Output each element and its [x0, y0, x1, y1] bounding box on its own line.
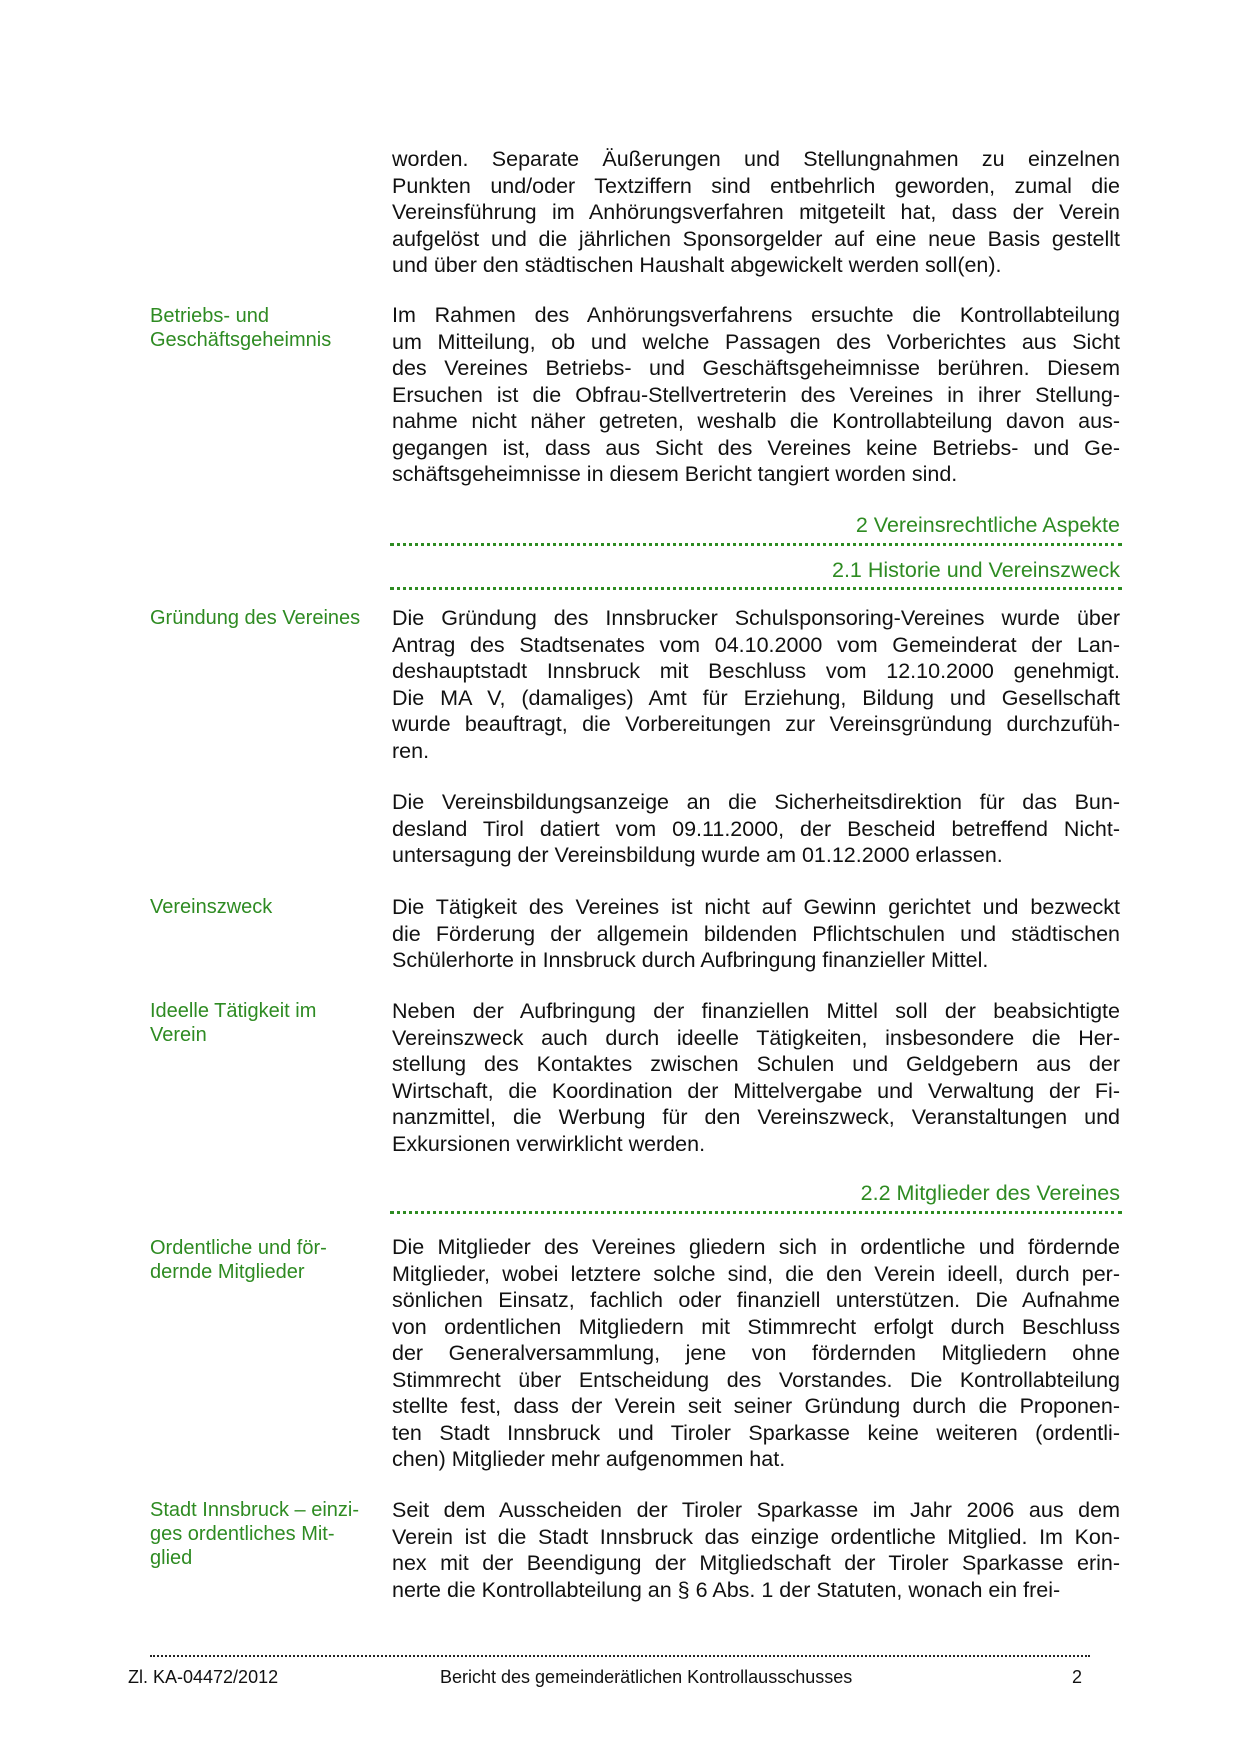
- text-line: schäftsgeheimnisse in diesem Bericht tangiert worden sind.: [392, 462, 958, 486]
- text-line: untersagung der Vereinsbildung wurde am 01.12.2000 erlassen.: [392, 843, 1003, 867]
- label-line: Geschäftsgeheimnis: [150, 329, 332, 351]
- text-line: stellte fest, dass der Verein seit seiner Gründung durch die Proponen-: [392, 1394, 1120, 1418]
- paragraph-gruendung: [392, 605, 1120, 764]
- text-line: nex mit der Beendigung der Mitgliedschaft der Tiroler Sparkasse erin-: [392, 1551, 1120, 1575]
- label-line: Gründung des Vereines: [150, 607, 361, 629]
- text-line: wurde beauftragt, die Vorbereitungen zur Vereinsgründung durchzufüh-: [392, 712, 1120, 736]
- paragraph-continuation: [392, 146, 1120, 279]
- text-line: Exkursionen verwirklicht werden.: [392, 1131, 706, 1156]
- text-line: des Vereines Betriebs- und Geschäftsgeheimnisse berühren. Diesem: [392, 356, 1120, 380]
- text-line: stellung des Kontaktes zwischen Schulen und Geldgebern aus der: [392, 1052, 1120, 1076]
- text-line: Verein ist die Stadt Innsbruck das einzige ordentliche Mitglied. Im Kon-: [392, 1524, 1120, 1549]
- text-line: Neben der Aufbringung der finanziellen Mittel soll der beabsichtigte: [392, 999, 1120, 1023]
- text-line: Seit dem Ausscheiden der Tiroler Sparkasse im Jahr 2006 aus dem: [392, 1498, 1120, 1522]
- text-line: Ersuchen ist die Obfrau-Stellvertreterin des Vereines in ihrer Stellung-: [392, 382, 1120, 407]
- text-line: Schülerhorte in Innsbruck durch Aufbringung finanzieller Mittel.: [392, 948, 989, 972]
- section-heading-historie: 2.1 Historie und Vereinszweck: [831, 558, 1120, 582]
- text-line: Wirtschaft, die Koordination der Mittelvergabe und Verwaltung der Fi-: [392, 1078, 1120, 1103]
- text-line: nerte die Kontrollabteilung an § 6 Abs. 1 der Statuten, wonach ein frei-: [392, 1577, 1061, 1602]
- paragraph-ideelle-taetigkeit: [392, 998, 1120, 1157]
- text-line: ten Stadt Innsbruck und Tiroler Sparkasse keine weiteren (ordentli-: [392, 1420, 1120, 1445]
- margin-label-vereinszweck: [150, 895, 380, 919]
- text-line: sönlichen Einsatz, fachlich oder finanziell unterstützen. Die Aufnahme: [392, 1288, 1120, 1312]
- margin-label-stadt-innsbruck: [150, 1498, 380, 1570]
- text-line: Die MA V, (damaliges) Amt für Erziehung, Bildung und Gesellschaft: [392, 685, 1120, 710]
- label-line: Ordentliche und för-: [150, 1237, 327, 1259]
- text-line: ren.: [392, 738, 430, 763]
- paragraph-mitglieder: [392, 1234, 1120, 1473]
- label-line: dernde Mitglieder: [150, 1261, 305, 1283]
- text-line: von ordentlichen Mitgliedern mit Stimmrecht erfolgt durch Beschluss: [392, 1314, 1120, 1339]
- label-line: Verein: [150, 1024, 207, 1046]
- text-line: Vereinsführung im Anhörungsverfahren mitgeteilt hat, dass der Verein: [392, 200, 1120, 224]
- text-line: der Generalversammlung, jene von fördernden Mitgliedern ohne: [392, 1341, 1120, 1365]
- text-line: Mitglieder, wobei letztere solche sind, die den Verein ideell, durch per-: [392, 1261, 1120, 1286]
- text-line: chen) Mitglieder mehr aufgenommen hat.: [392, 1447, 786, 1471]
- text-line: Antrag des Stadtsenates vom 04.10.2000 vom Gemeinderat der Lan-: [392, 632, 1120, 657]
- text-line: Die Tätigkeit des Vereines ist nicht auf Gewinn gerichtet und bezweckt: [392, 895, 1120, 919]
- text-line: deshauptstadt Innsbruck mit Beschluss vom 12.10.2000 genehmigt.: [392, 659, 1120, 683]
- heading-rule: [390, 543, 1122, 546]
- section-heading-mitglieder: 2.2 Mitglieder des Vereines: [860, 1181, 1120, 1205]
- text-line: nanzmittel, die Werbung für den Vereinszweck, Veranstaltungen und: [392, 1105, 1120, 1129]
- text-line: worden. Separate Äußerungen und Stellungnahmen zu einzelnen: [392, 147, 1120, 171]
- text-line: desland Tirol datiert vom 09.11.2000, der Bescheid betreffend Nicht-: [392, 816, 1120, 841]
- margin-label-mitglieder: [150, 1236, 380, 1284]
- text-line: Die Vereinsbildungsanzeige an die Sicherheitsdirektion für das Bun-: [392, 790, 1120, 814]
- heading-rule: [390, 587, 1122, 590]
- text-line: aufgelöst und die jährlichen Sponsorgelder auf eine neue Basis gestellt: [392, 226, 1120, 251]
- footer-page-number: 2: [1072, 1667, 1083, 1687]
- paragraph-vereinsbildungsanzeige: [392, 789, 1120, 869]
- text-line: Punkten und/oder Textziffern sind entbehrlich geworden, zumal die: [392, 173, 1120, 198]
- text-line: Stimmrecht über Entscheidung des Vorstandes. Die Kontrollabteilung: [392, 1367, 1120, 1392]
- footer-rule: [150, 1655, 1090, 1657]
- label-line: Betriebs- und: [150, 305, 269, 327]
- text-line: um Mitteilung, ob und welche Passagen des Vorberichtes aus Sicht: [392, 329, 1120, 354]
- text-line: Im Rahmen des Anhörungsverfahrens ersuchte die Kontrollabteilung: [392, 303, 1120, 327]
- label-line: Ideelle Tätigkeit im: [150, 1000, 317, 1022]
- label-line: Vereinszweck: [150, 896, 273, 918]
- text-line: die Förderung der allgemein bildenden Pflichtschulen und städtischen: [392, 921, 1120, 946]
- footer-reference: Zl. KA-04472/2012: [128, 1667, 279, 1687]
- label-line: glied: [150, 1547, 193, 1569]
- label-line: Stadt Innsbruck – einzi-: [150, 1499, 359, 1521]
- footer-title: Bericht des gemeinderätlichen Kontrollausschusses: [440, 1667, 853, 1687]
- margin-label-ideelle-taetigkeit: [150, 999, 380, 1047]
- heading-rule: [390, 1211, 1122, 1214]
- text-line: und über den städtischen Haushalt abgewickelt werden soll(en).: [392, 253, 1002, 277]
- paragraph-vereinszweck: [392, 894, 1120, 974]
- label-line: ges ordentliches Mit-: [150, 1523, 335, 1545]
- text-line: Die Gründung des Innsbrucker Schulsponsoring-Vereines wurde über: [392, 606, 1120, 630]
- margin-label-betriebsgeheimnis: [150, 304, 380, 352]
- text-line: Die Mitglieder des Vereines gliedern sich in ordentliche und fördernde: [392, 1235, 1120, 1259]
- text-line: gegangen ist, dass aus Sicht des Vereines keine Betriebs- und Ge-: [392, 435, 1120, 460]
- text-line: Vereinszweck auch durch ideelle Tätigkeiten, insbesondere die Her-: [392, 1025, 1120, 1050]
- margin-label-gruendung: [150, 606, 380, 630]
- paragraph-anhoerungsverfahren: [392, 302, 1120, 488]
- section-heading-vereinsrechtliche-aspekte: 2 Vereinsrechtliche Aspekte: [855, 513, 1120, 537]
- paragraph-ausscheiden-sparkasse: [392, 1497, 1120, 1603]
- text-line: nahme nicht näher getreten, weshalb die Kontrollabteilung davon aus-: [392, 409, 1120, 433]
